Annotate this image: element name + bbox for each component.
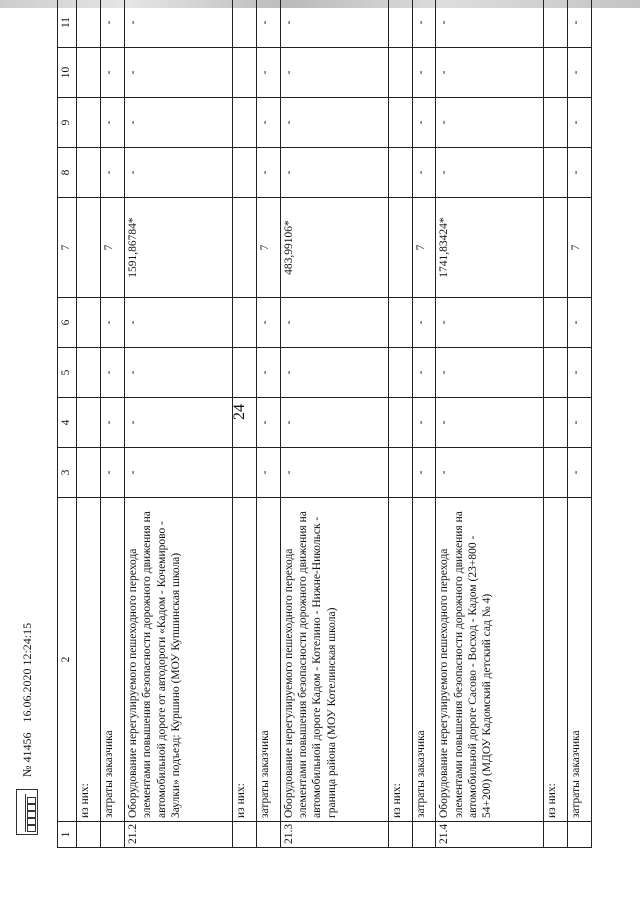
- document-number: № 41456: [19, 732, 34, 777]
- value-cell: [544, 448, 568, 498]
- value-cell: -: [256, 298, 280, 348]
- budget-table: [57, 0, 592, 848]
- value-cell: [77, 198, 101, 298]
- row-name-cell: Оборудование нерегулируемого пешеходного перехода элементами повышения безопасности дорожного движения на автомобильной дороге Сасово - Восход - Кадом (23+800 - 54+200) (МДОУ Кадомский детский сад № 4): [436, 498, 544, 822]
- row-number-cell: [101, 822, 125, 848]
- value-cell: -: [280, 98, 388, 148]
- row-number-cell: [77, 822, 101, 848]
- value-cell: -: [280, 0, 388, 48]
- table-row: [388, 0, 412, 848]
- value-cell: 1591,86784*: [125, 198, 233, 298]
- row-name-cell: затраты заказчика: [568, 498, 592, 822]
- value-cell: -: [568, 48, 592, 98]
- value-cell: -: [125, 398, 233, 448]
- table-row: [412, 0, 436, 848]
- row-name-cell: из них:: [77, 498, 101, 822]
- value-cell: [233, 398, 257, 448]
- row-name-cell: затраты заказчика: [101, 498, 125, 822]
- value-cell: 7: [412, 198, 436, 298]
- value-cell: [388, 348, 412, 398]
- header-cell: 10: [58, 48, 77, 98]
- value-cell: -: [125, 298, 233, 348]
- value-cell: 7: [101, 198, 125, 298]
- row-number-cell: [388, 822, 412, 848]
- value-cell: [77, 348, 101, 398]
- table-row: [256, 0, 280, 848]
- value-cell: -: [436, 448, 544, 498]
- value-cell: [544, 148, 568, 198]
- value-cell: -: [125, 148, 233, 198]
- value-cell: [388, 148, 412, 198]
- row-name-cell: из них:: [233, 498, 257, 822]
- table-row: [233, 0, 257, 848]
- value-cell: -: [412, 0, 436, 48]
- row-name-cell: из них:: [544, 498, 568, 822]
- row-number-cell: 21.3: [280, 822, 388, 848]
- value-cell: [233, 148, 257, 198]
- value-cell: -: [280, 148, 388, 198]
- value-cell: [77, 48, 101, 98]
- value-cell: [77, 448, 101, 498]
- value-cell: -: [280, 298, 388, 348]
- value-cell: -: [125, 448, 233, 498]
- value-cell: -: [256, 448, 280, 498]
- value-cell: [388, 448, 412, 498]
- value-cell: -: [436, 0, 544, 48]
- header-cell: 8: [58, 148, 77, 198]
- value-cell: [388, 48, 412, 98]
- row-number-cell: 21.2: [125, 822, 233, 848]
- value-cell: [388, 398, 412, 448]
- value-cell: -: [280, 448, 388, 498]
- value-cell: 483,99106*: [280, 198, 388, 298]
- value-cell: -: [412, 148, 436, 198]
- row-name-cell: Оборудование нерегулируемого пешеходного перехода элементами повышения безопасности дорожного движения на автомобильной дороге от автодороги «Кадом - Кочемирово - Заулки» подъезд: Куршино (МОУ Купшинская школа): [125, 498, 233, 822]
- value-cell: [233, 198, 257, 298]
- value-cell: -: [125, 0, 233, 48]
- value-cell: -: [256, 148, 280, 198]
- value-cell: -: [256, 0, 280, 48]
- table-row: [436, 0, 544, 848]
- row-number-cell: 21.4: [436, 822, 544, 848]
- value-cell: -: [412, 448, 436, 498]
- row-number-cell: [568, 822, 592, 848]
- row-name-cell: Оборудование нерегулируемого пешеходного перехода элементами повышения безопасности дорожного движения на автомобильной дороге Кадом - Котелино - Нижне-Никольск - граница района (МОУ Котелинская школа): [280, 498, 388, 822]
- value-cell: [544, 348, 568, 398]
- value-cell: [77, 398, 101, 448]
- value-cell: [77, 0, 101, 48]
- row-name-cell: затраты заказчика: [256, 498, 280, 822]
- header-cell: 4: [58, 398, 77, 448]
- table-row: [280, 0, 388, 848]
- value-cell: -: [125, 48, 233, 98]
- value-cell: -: [568, 98, 592, 148]
- table-row: [568, 0, 592, 848]
- value-cell: [77, 98, 101, 148]
- value-cell: [544, 98, 568, 148]
- value-cell: -: [256, 98, 280, 148]
- value-cell: [544, 298, 568, 348]
- value-cell: [388, 98, 412, 148]
- row-name-cell: затраты заказчика: [412, 498, 436, 822]
- value-cell: -: [280, 48, 388, 98]
- table-row: [77, 0, 101, 848]
- table-row: [101, 0, 125, 848]
- value-cell: [233, 98, 257, 148]
- value-cell: -: [101, 348, 125, 398]
- value-cell: [544, 198, 568, 298]
- header-row: [58, 0, 77, 848]
- value-cell: -: [412, 348, 436, 398]
- row-name-cell: из них:: [388, 498, 412, 822]
- header-cell: 3: [58, 448, 77, 498]
- document-timestamp: 16.06.2020 12:24:15: [19, 622, 34, 723]
- table-row: [544, 0, 568, 848]
- value-cell: -: [436, 298, 544, 348]
- value-cell: -: [436, 348, 544, 398]
- table-row: [125, 0, 233, 848]
- row-number-cell: [544, 822, 568, 848]
- value-cell: [233, 0, 257, 48]
- value-cell: -: [568, 298, 592, 348]
- value-cell: -: [412, 48, 436, 98]
- value-cell: -: [436, 398, 544, 448]
- header-cell: 9: [58, 98, 77, 148]
- value-cell: -: [125, 98, 233, 148]
- value-cell: -: [412, 98, 436, 148]
- value-cell: [544, 48, 568, 98]
- value-cell: -: [412, 398, 436, 448]
- value-cell: [388, 198, 412, 298]
- value-cell: [544, 398, 568, 448]
- value-cell: 7: [568, 198, 592, 298]
- value-cell: -: [568, 398, 592, 448]
- row-number-cell: [233, 822, 257, 848]
- registry-stamp-icon: [16, 789, 38, 835]
- page-number: 24: [231, 404, 248, 420]
- value-cell: -: [436, 98, 544, 148]
- value-cell: -: [568, 148, 592, 198]
- value-cell: -: [101, 0, 125, 48]
- footer: [16, 535, 46, 835]
- value-cell: -: [436, 148, 544, 198]
- value-cell: -: [101, 148, 125, 198]
- value-cell: -: [256, 348, 280, 398]
- row-number-cell: [256, 822, 280, 848]
- value-cell: 1741,83424*: [436, 198, 544, 298]
- row-number-cell: [412, 822, 436, 848]
- value-cell: [77, 298, 101, 348]
- value-cell: -: [256, 398, 280, 448]
- value-cell: -: [101, 298, 125, 348]
- value-cell: [233, 48, 257, 98]
- value-cell: -: [568, 448, 592, 498]
- value-cell: [544, 0, 568, 48]
- value-cell: 7: [256, 198, 280, 298]
- value-cell: [388, 0, 412, 48]
- header-cell: 6: [58, 298, 77, 348]
- value-cell: [233, 348, 257, 398]
- value-cell: -: [125, 348, 233, 398]
- header-cell: 7: [58, 198, 77, 298]
- value-cell: -: [280, 348, 388, 398]
- value-cell: -: [256, 48, 280, 98]
- header-cell: 11: [58, 0, 77, 48]
- value-cell: -: [412, 298, 436, 348]
- value-cell: -: [101, 98, 125, 148]
- header-cell: 5: [58, 348, 77, 398]
- value-cell: [233, 298, 257, 348]
- value-cell: -: [101, 398, 125, 448]
- table-body: [77, 0, 592, 848]
- header-cell: 1: [58, 822, 77, 848]
- header-cell: 2: [58, 498, 77, 822]
- value-cell: -: [568, 348, 592, 398]
- value-cell: -: [101, 48, 125, 98]
- value-cell: -: [101, 448, 125, 498]
- value-cell: -: [568, 0, 592, 48]
- value-cell: [388, 298, 412, 348]
- value-cell: [77, 148, 101, 198]
- value-cell: -: [436, 48, 544, 98]
- value-cell: -: [280, 398, 388, 448]
- rotated-table-container: [57, 16, 592, 848]
- value-cell: [233, 448, 257, 498]
